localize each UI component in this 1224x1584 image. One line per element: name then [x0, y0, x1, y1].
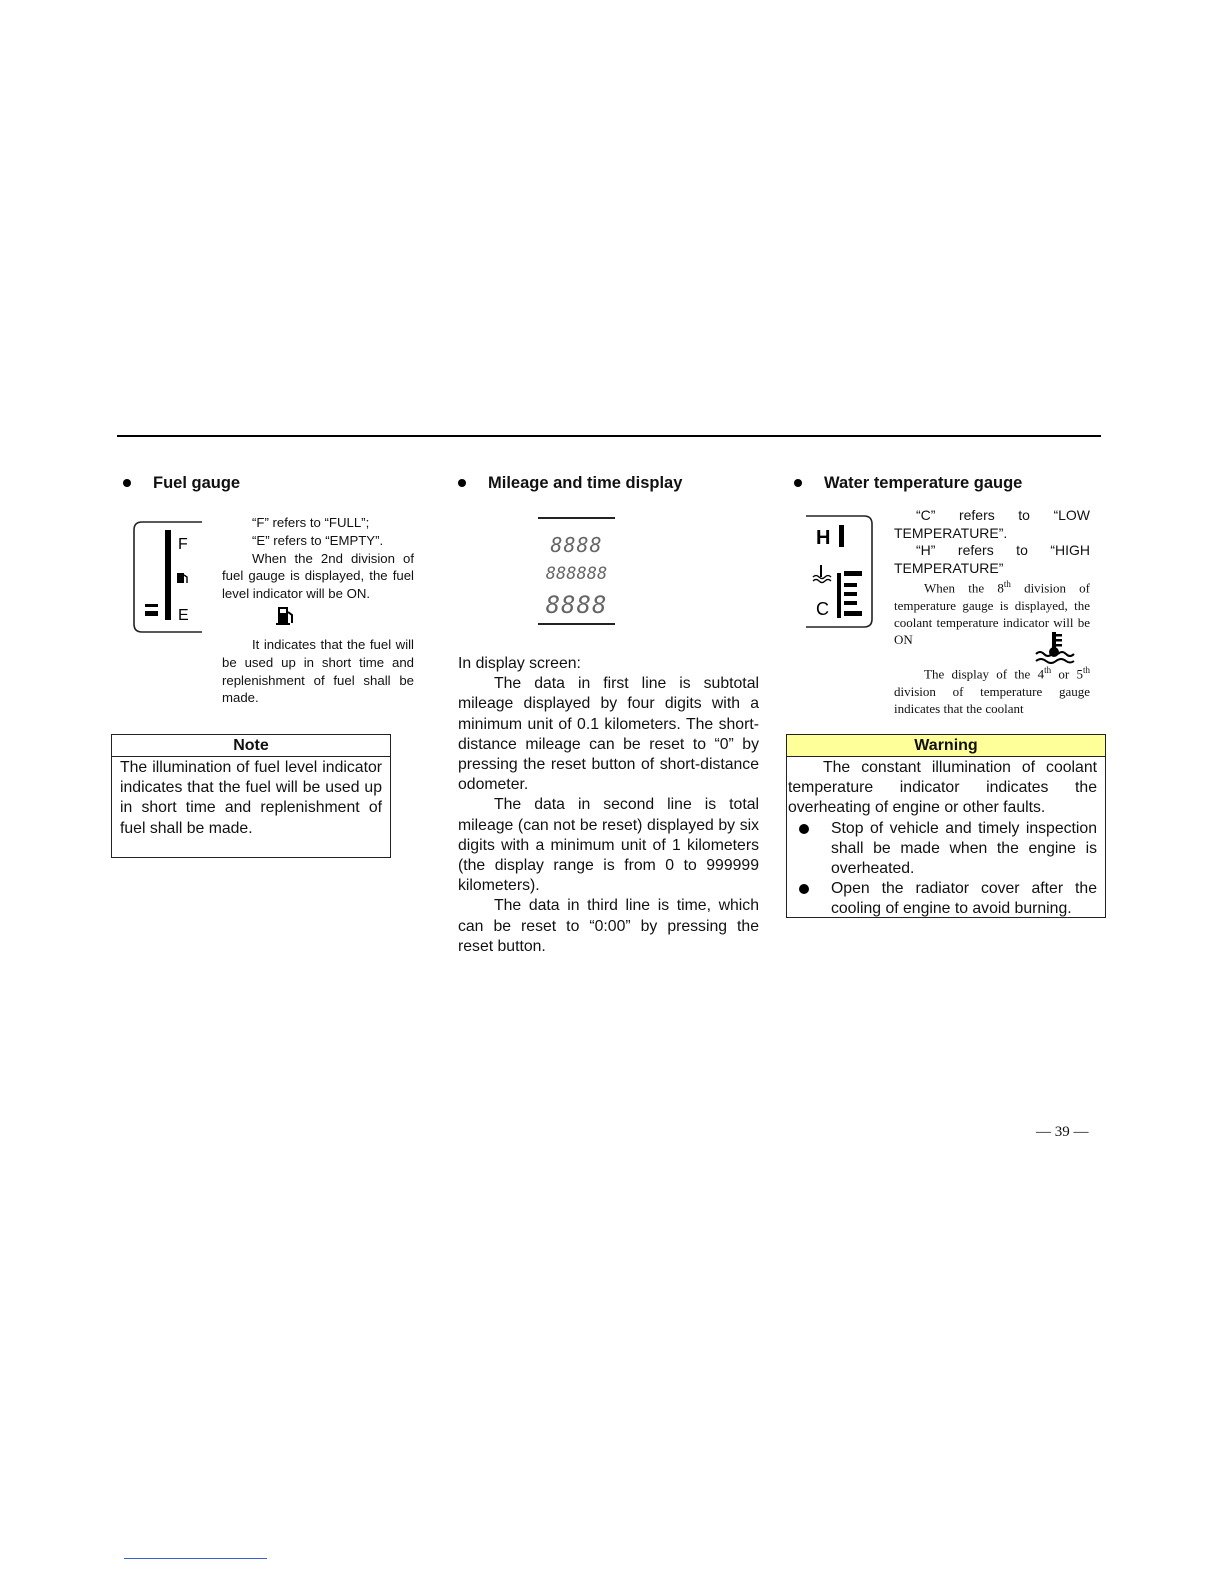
warning-bullet-1-text: Stop of vehicle and timely inspection shall be made when the engine is overheated. [831, 819, 1097, 878]
note-body: The illumination of fuel level indicator indicates that the fuel will be used up in short time and replenishment of fuel shall be made. [120, 759, 382, 837]
warning-bullet-2-text: Open the radiator cover after the cooling of engine to avoid burning. [831, 880, 1097, 918]
fuel-description [222, 514, 414, 603]
water-para1-a: When the 8 [924, 580, 1004, 596]
bullet-icon [794, 479, 802, 487]
mileage-para-2: The data in second line is total mileage (can not be reset) displayed by six digits with a minimum unit of 1 kilometers (the display range is from 0 to 999999 kilometers). [458, 796, 759, 895]
gauge-e-label: E [178, 607, 189, 624]
water-para1-b: division of temperature gauge is displayed, the coolant temperature indicator will be ON [894, 580, 1090, 648]
page-number: — 39 — [1036, 1124, 1089, 1140]
gauge-f-label: F [178, 536, 188, 553]
warning-bullet-1 [788, 819, 1097, 880]
fuel-heading-text: Fuel gauge [153, 473, 241, 492]
water-para1-sup: th [1003, 579, 1011, 589]
mileage-para-3: The data in third line is time, which can be reset to “0:00” by pressing the reset button. [458, 897, 759, 955]
top-rule [117, 435, 1101, 437]
water-para2-b: or 5 [1051, 666, 1083, 682]
bullet-icon [458, 479, 466, 487]
water-para2-a: The display of the 4 [924, 666, 1045, 682]
warning-title: Warning [787, 735, 1105, 757]
bullet-icon [799, 824, 809, 834]
water-para-4th [894, 662, 1090, 717]
fuel-section [117, 470, 417, 496]
lcd-line-1: 8888 [550, 533, 603, 557]
fuel-para-replenish: It indicates that the fuel will be used up in short time and replenishment of fuel shall be made. [222, 637, 414, 706]
gauge-c-label: C [816, 599, 829, 619]
fuel-line-e: “E” refers to “EMPTY”. [252, 532, 384, 548]
temperature-gauge-icon [804, 513, 876, 631]
gauge-h-label: H [816, 527, 831, 549]
mileage-heading [452, 470, 762, 496]
water-para2-sup1: th [1044, 665, 1052, 675]
mileage-section [452, 470, 762, 496]
fuel-warning-text [222, 636, 414, 707]
water-line-h: “H” refers to “HIGH TEMPERATURE” [894, 542, 1090, 576]
fuel-pump-small-icon [177, 573, 187, 583]
mileage-para-1: The data in first line is subtotal mileage displayed by four digits with a minimum unit of 0.1 kilometers. The short-distance mileage can be reset to “0” by pressing the reset button of short-distance odometer. [458, 675, 759, 794]
note-title: Note [112, 735, 390, 757]
lcd-line-3: 8888 [545, 591, 608, 619]
fuel-pump-icon [276, 604, 296, 626]
note-box [111, 734, 391, 858]
fuel-gauge-icon [130, 518, 210, 636]
fuel-heading [117, 470, 417, 496]
water-para2-c: division of temperature gauge indicates that the coolant [894, 683, 1090, 716]
water-heading [788, 470, 1108, 496]
coolant-temperature-icon [1034, 630, 1076, 664]
water-heading-text: Water temperature gauge [824, 473, 1023, 492]
water-description [894, 507, 1090, 577]
bullet-icon [123, 479, 131, 487]
coolant-small-icon [813, 565, 831, 583]
mileage-intro: In display screen: [458, 655, 581, 672]
water-line-c: “C” refers to “LOW TEMPERATURE”. [894, 507, 1090, 541]
mileage-heading-text: Mileage and time display [488, 473, 683, 492]
fuel-line-f: “F” refers to “FULL”; [252, 515, 370, 530]
fuel-para-division: When the 2nd division of fuel gauge is displayed, the fuel level indicator will be ON. [222, 550, 414, 602]
lcd-line-2: 888888 [545, 564, 608, 584]
bullet-icon [799, 884, 809, 894]
warning-body: The constant illumination of coolant temperature indicator indicates the overheating of engine or other faults. [788, 759, 1097, 817]
water-para2-sup2: th [1082, 665, 1090, 675]
water-section [788, 470, 1108, 496]
warning-bullet-2 [788, 879, 1097, 919]
warning-box [786, 734, 1106, 918]
mileage-description [458, 654, 759, 957]
lcd-display [538, 517, 615, 627]
footer-link-underline [124, 1558, 267, 1559]
warning-content [787, 757, 1105, 920]
